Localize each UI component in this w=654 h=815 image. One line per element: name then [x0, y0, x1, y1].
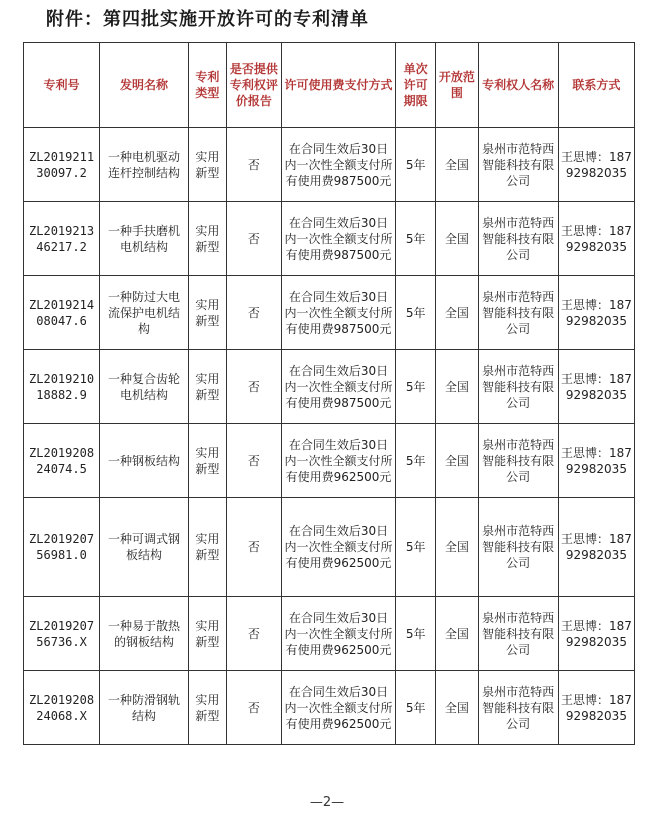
cell-invention-name: 一种手扶磨机电机结构 — [100, 202, 189, 276]
cell-patent-type: 实用新型 — [188, 424, 226, 498]
table-header-row — [24, 43, 635, 128]
table-row — [24, 128, 635, 202]
header-evaluation-report: 是否提供专利权评价报告 — [226, 43, 281, 128]
cell-scope: 全国 — [436, 350, 478, 424]
cell-contact: 王思博：18792982035 — [558, 424, 634, 498]
cell-contact: 王思博：18792982035 — [558, 128, 634, 202]
cell-owner: 泉州市范特西智能科技有限公司 — [478, 128, 558, 202]
cell-invention-name: 一种防滑钢轨结构 — [100, 671, 189, 745]
table-row — [24, 498, 635, 597]
cell-evaluation-report: 否 — [226, 128, 281, 202]
page-number: —2— — [309, 795, 345, 810]
cell-scope: 全国 — [436, 498, 478, 597]
cell-owner: 泉州市范特西智能科技有限公司 — [478, 276, 558, 350]
cell-scope: 全国 — [436, 597, 478, 671]
cell-fee-payment: 在合同生效后30日内一次性全额支付所有使用费987500元 — [281, 276, 395, 350]
header-contact: 联系方式 — [558, 43, 634, 128]
cell-patent-no: ZL201921408047.6 — [24, 276, 100, 350]
cell-patent-no: ZL201920756981.0 — [24, 498, 100, 597]
cell-fee-payment: 在合同生效后30日内一次性全额支付所有使用费987500元 — [281, 128, 395, 202]
header-scope: 开放范围 — [436, 43, 478, 128]
cell-license-term: 5年 — [396, 597, 436, 671]
cell-invention-name: 一种复合齿轮电机结构 — [100, 350, 189, 424]
header-invention-name: 发明名称 — [100, 43, 189, 128]
cell-contact: 王思博：18792982035 — [558, 350, 634, 424]
cell-license-term: 5年 — [396, 350, 436, 424]
table-row — [24, 276, 635, 350]
cell-patent-type: 实用新型 — [188, 128, 226, 202]
table-row — [24, 424, 635, 498]
cell-invention-name: 一种易于散热的钢板结构 — [100, 597, 189, 671]
cell-invention-name: 一种电机驱动连杆控制结构 — [100, 128, 189, 202]
cell-patent-no: ZL201921018882.9 — [24, 350, 100, 424]
header-owner: 专利权人名称 — [478, 43, 558, 128]
cell-evaluation-report: 否 — [226, 498, 281, 597]
cell-invention-name: 一种可调式钢板结构 — [100, 498, 189, 597]
patent-table — [23, 42, 635, 745]
cell-owner: 泉州市范特西智能科技有限公司 — [478, 424, 558, 498]
cell-license-term: 5年 — [396, 276, 436, 350]
cell-evaluation-report: 否 — [226, 350, 281, 424]
cell-contact: 王思博：18792982035 — [558, 498, 634, 597]
header-patent-no: 专利号 — [24, 43, 100, 128]
cell-evaluation-report: 否 — [226, 597, 281, 671]
cell-fee-payment: 在合同生效后30日内一次性全额支付所有使用费962500元 — [281, 424, 395, 498]
cell-patent-no: ZL201921346217.2 — [24, 202, 100, 276]
header-license-term: 单次许可期限 — [396, 43, 436, 128]
cell-fee-payment: 在合同生效后30日内一次性全额支付所有使用费987500元 — [281, 350, 395, 424]
cell-owner: 泉州市范特西智能科技有限公司 — [478, 350, 558, 424]
cell-patent-type: 实用新型 — [188, 498, 226, 597]
cell-fee-payment: 在合同生效后30日内一次性全额支付所有使用费987500元 — [281, 202, 395, 276]
cell-patent-type: 实用新型 — [188, 350, 226, 424]
cell-evaluation-report: 否 — [226, 202, 281, 276]
cell-patent-type: 实用新型 — [188, 597, 226, 671]
cell-license-term: 5年 — [396, 128, 436, 202]
cell-patent-no: ZL201920824074.5 — [24, 424, 100, 498]
cell-evaluation-report: 否 — [226, 671, 281, 745]
cell-fee-payment: 在合同生效后30日内一次性全额支付所有使用费962500元 — [281, 498, 395, 597]
cell-invention-name: 一种防过大电流保护电机结构 — [100, 276, 189, 350]
cell-license-term: 5年 — [396, 424, 436, 498]
table-row — [24, 202, 635, 276]
cell-scope: 全国 — [436, 128, 478, 202]
cell-contact: 王思博：18792982035 — [558, 597, 634, 671]
header-fee-payment: 许可使用费支付方式 — [281, 43, 395, 128]
cell-patent-type: 实用新型 — [188, 202, 226, 276]
cell-patent-no: ZL201920824068.X — [24, 671, 100, 745]
cell-patent-type: 实用新型 — [188, 276, 226, 350]
cell-owner: 泉州市范特西智能科技有限公司 — [478, 671, 558, 745]
cell-owner: 泉州市范特西智能科技有限公司 — [478, 202, 558, 276]
cell-owner: 泉州市范特西智能科技有限公司 — [478, 597, 558, 671]
cell-fee-payment: 在合同生效后30日内一次性全额支付所有使用费962500元 — [281, 597, 395, 671]
cell-patent-no: ZL201920756736.X — [24, 597, 100, 671]
cell-fee-payment: 在合同生效后30日内一次性全额支付所有使用费962500元 — [281, 671, 395, 745]
table-row — [24, 350, 635, 424]
cell-patent-type: 实用新型 — [188, 671, 226, 745]
cell-scope: 全国 — [436, 276, 478, 350]
cell-contact: 王思博：18792982035 — [558, 671, 634, 745]
cell-scope: 全国 — [436, 202, 478, 276]
cell-scope: 全国 — [436, 424, 478, 498]
cell-patent-no: ZL201921130097.2 — [24, 128, 100, 202]
cell-owner: 泉州市范特西智能科技有限公司 — [478, 498, 558, 597]
cell-license-term: 5年 — [396, 671, 436, 745]
cell-license-term: 5年 — [396, 498, 436, 597]
cell-scope: 全国 — [436, 671, 478, 745]
cell-contact: 王思博：18792982035 — [558, 202, 634, 276]
cell-license-term: 5年 — [396, 202, 436, 276]
cell-evaluation-report: 否 — [226, 276, 281, 350]
table-row — [24, 597, 635, 671]
cell-evaluation-report: 否 — [226, 424, 281, 498]
cell-contact: 王思博：18792982035 — [558, 276, 634, 350]
cell-invention-name: 一种钢板结构 — [100, 424, 189, 498]
page-title: 附件：第四批实施开放许可的专利清单 — [46, 9, 369, 30]
header-patent-type: 专利类型 — [188, 43, 226, 128]
table-row — [24, 671, 635, 745]
